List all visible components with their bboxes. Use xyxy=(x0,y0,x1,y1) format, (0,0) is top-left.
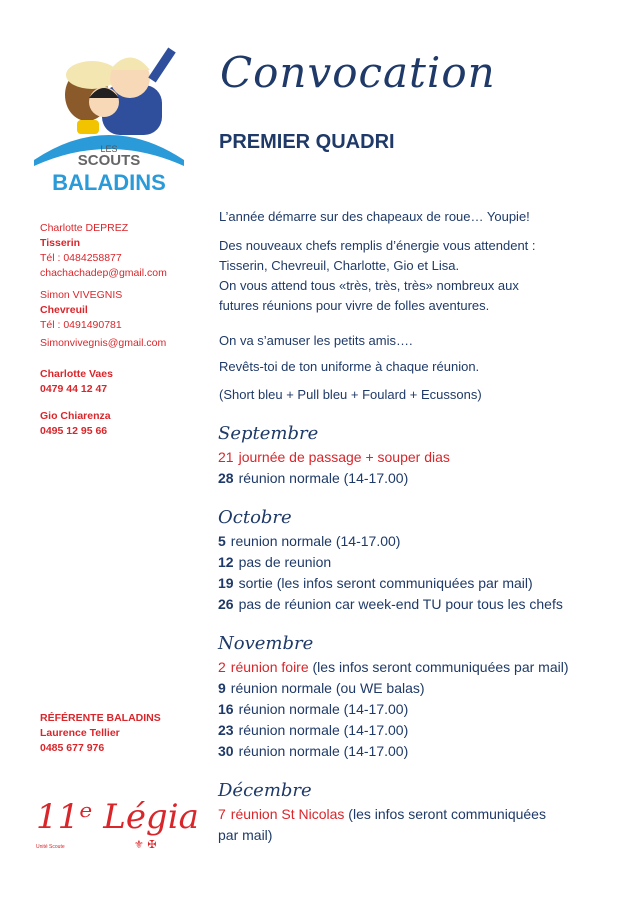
contact-phone: Tél : 0484258877 xyxy=(40,252,122,264)
item-day: 23 xyxy=(218,722,234,738)
schedule-item xyxy=(218,741,618,762)
intro-paragraph: L’année démarre sur des chapeaux de roue… Youpie! xyxy=(219,209,530,224)
page-subtitle: PREMIER QUADRI xyxy=(219,131,395,153)
month-heading: Novembre xyxy=(218,633,314,654)
item-day: 2 xyxy=(218,659,226,675)
legia-logo xyxy=(34,778,199,853)
item-text: journée de passage + souper dias xyxy=(238,449,450,465)
intro-paragraph: Revêts-toi de ton uniforme à chaque réunion. xyxy=(219,359,480,374)
contact-name: Charlotte DEPREZ xyxy=(40,222,129,234)
schedule-item xyxy=(218,468,618,489)
item-text: réunion normale (14-17.00) xyxy=(238,701,409,717)
item-day: 7 xyxy=(218,806,226,822)
schedule-item xyxy=(218,657,618,678)
intro-paragraph: On va s’amuser les petits amis…. xyxy=(219,333,413,348)
item-day: 21 xyxy=(218,449,234,465)
contact-name: Gio Chiarenza xyxy=(40,410,111,422)
referente-phone: 0485 677 976 xyxy=(40,742,105,754)
contact-name: Simon VIVEGNIS xyxy=(40,289,123,301)
schedule-item xyxy=(218,678,618,699)
item-extra: (les infos seront communiquées xyxy=(344,806,546,822)
item-text: sortie (les infos seront communiquées par mail) xyxy=(238,575,533,591)
contact-simon-vivegnis xyxy=(40,288,166,351)
contact-name: Charlotte Vaes xyxy=(40,368,113,380)
schedule-item xyxy=(218,447,618,468)
item-text: réunion foire xyxy=(230,659,309,675)
month-section xyxy=(218,780,618,846)
schedule xyxy=(218,411,618,864)
intro-paragraph: (Short bleu + Pull bleu + Foulard + Ecussons) xyxy=(219,387,482,402)
contact-totem: Tisserin xyxy=(40,237,81,249)
svg-text:11ᵉ Légia: 11ᵉ Légia xyxy=(36,797,199,837)
contact-phone: 0495 12 95 66 xyxy=(40,425,108,437)
item-text: réunion normale (14-17.00) xyxy=(238,470,409,486)
month-heading: Décembre xyxy=(218,780,312,801)
month-section xyxy=(218,423,618,489)
svg-text:BALADINS: BALADINS xyxy=(52,170,166,195)
contact-email[interactable]: Simonvivegnis@gmail.com xyxy=(40,337,167,349)
referente-block xyxy=(40,711,161,756)
schedule-item xyxy=(218,531,618,552)
schedule-item xyxy=(218,720,618,741)
item-text: réunion normale (ou WE balas) xyxy=(230,680,425,696)
item-text: pas de reunion xyxy=(238,554,332,570)
item-day: 5 xyxy=(218,533,226,549)
svg-text:⚜ ✠: ⚜ ✠ xyxy=(134,838,157,851)
schedule-item xyxy=(218,804,618,825)
item-day: 28 xyxy=(218,470,234,486)
item-text: réunion St Nicolas xyxy=(230,806,345,822)
item-text: réunion normale (14-17.00) xyxy=(238,722,409,738)
svg-text:Unité Scoute: Unité Scoute xyxy=(36,844,65,850)
month-section xyxy=(218,633,618,762)
item-day: 12 xyxy=(218,554,234,570)
intro-paragraph: Des nouveaux chefs remplis d’énergie vous attendent : xyxy=(219,238,536,253)
item-text: réunion normale (14-17.00) xyxy=(238,743,409,759)
schedule-item xyxy=(218,552,618,573)
svg-text:LES: LES xyxy=(100,144,118,154)
intro-paragraph: On vous attend tous «très, très, très» nombreux aux xyxy=(219,278,519,293)
intro-paragraph: Tisserin, Chevreuil, Charlotte, Gio et Lisa. xyxy=(219,258,460,273)
month-section xyxy=(218,507,618,615)
month-heading: Septembre xyxy=(218,423,319,444)
contact-totem: Chevreuil xyxy=(40,304,88,316)
schedule-item xyxy=(218,573,618,594)
item-extra: (les infos seront communiquées par mail) xyxy=(308,659,569,675)
contact-charlotte-deprez xyxy=(40,221,167,281)
item-day: 30 xyxy=(218,743,234,759)
item-day: 9 xyxy=(218,680,226,696)
svg-text:SCOUTS: SCOUTS xyxy=(77,152,141,169)
contact-charlotte-vaes xyxy=(40,367,113,397)
contact-phone: Tél : 0491490781 xyxy=(40,319,122,331)
item-text: reunion normale (14-17.00) xyxy=(230,533,401,549)
schedule-item xyxy=(218,594,618,615)
contact-email[interactable]: chachachadep@gmail.com xyxy=(40,267,167,279)
scouts-baladins-logo xyxy=(32,40,187,195)
contact-phone: 0479 44 12 47 xyxy=(40,383,108,395)
item-text: pas de réunion car week-end TU pour tous les chefs xyxy=(238,596,563,612)
month-heading: Octobre xyxy=(218,507,292,528)
item-day: 19 xyxy=(218,575,234,591)
page-title: Convocation xyxy=(220,48,496,97)
intro-paragraph: futures réunions pour vivre de folles aventures. xyxy=(219,298,490,313)
contact-gio-chiarenza xyxy=(40,409,111,439)
item-day: 26 xyxy=(218,596,234,612)
item-day: 16 xyxy=(218,701,234,717)
referente-name: Laurence Tellier xyxy=(40,727,120,739)
referente-label: RÉFÉRENTE BALADINS xyxy=(40,712,161,724)
schedule-item xyxy=(218,699,618,720)
item-extra-line: par mail) xyxy=(218,827,273,843)
